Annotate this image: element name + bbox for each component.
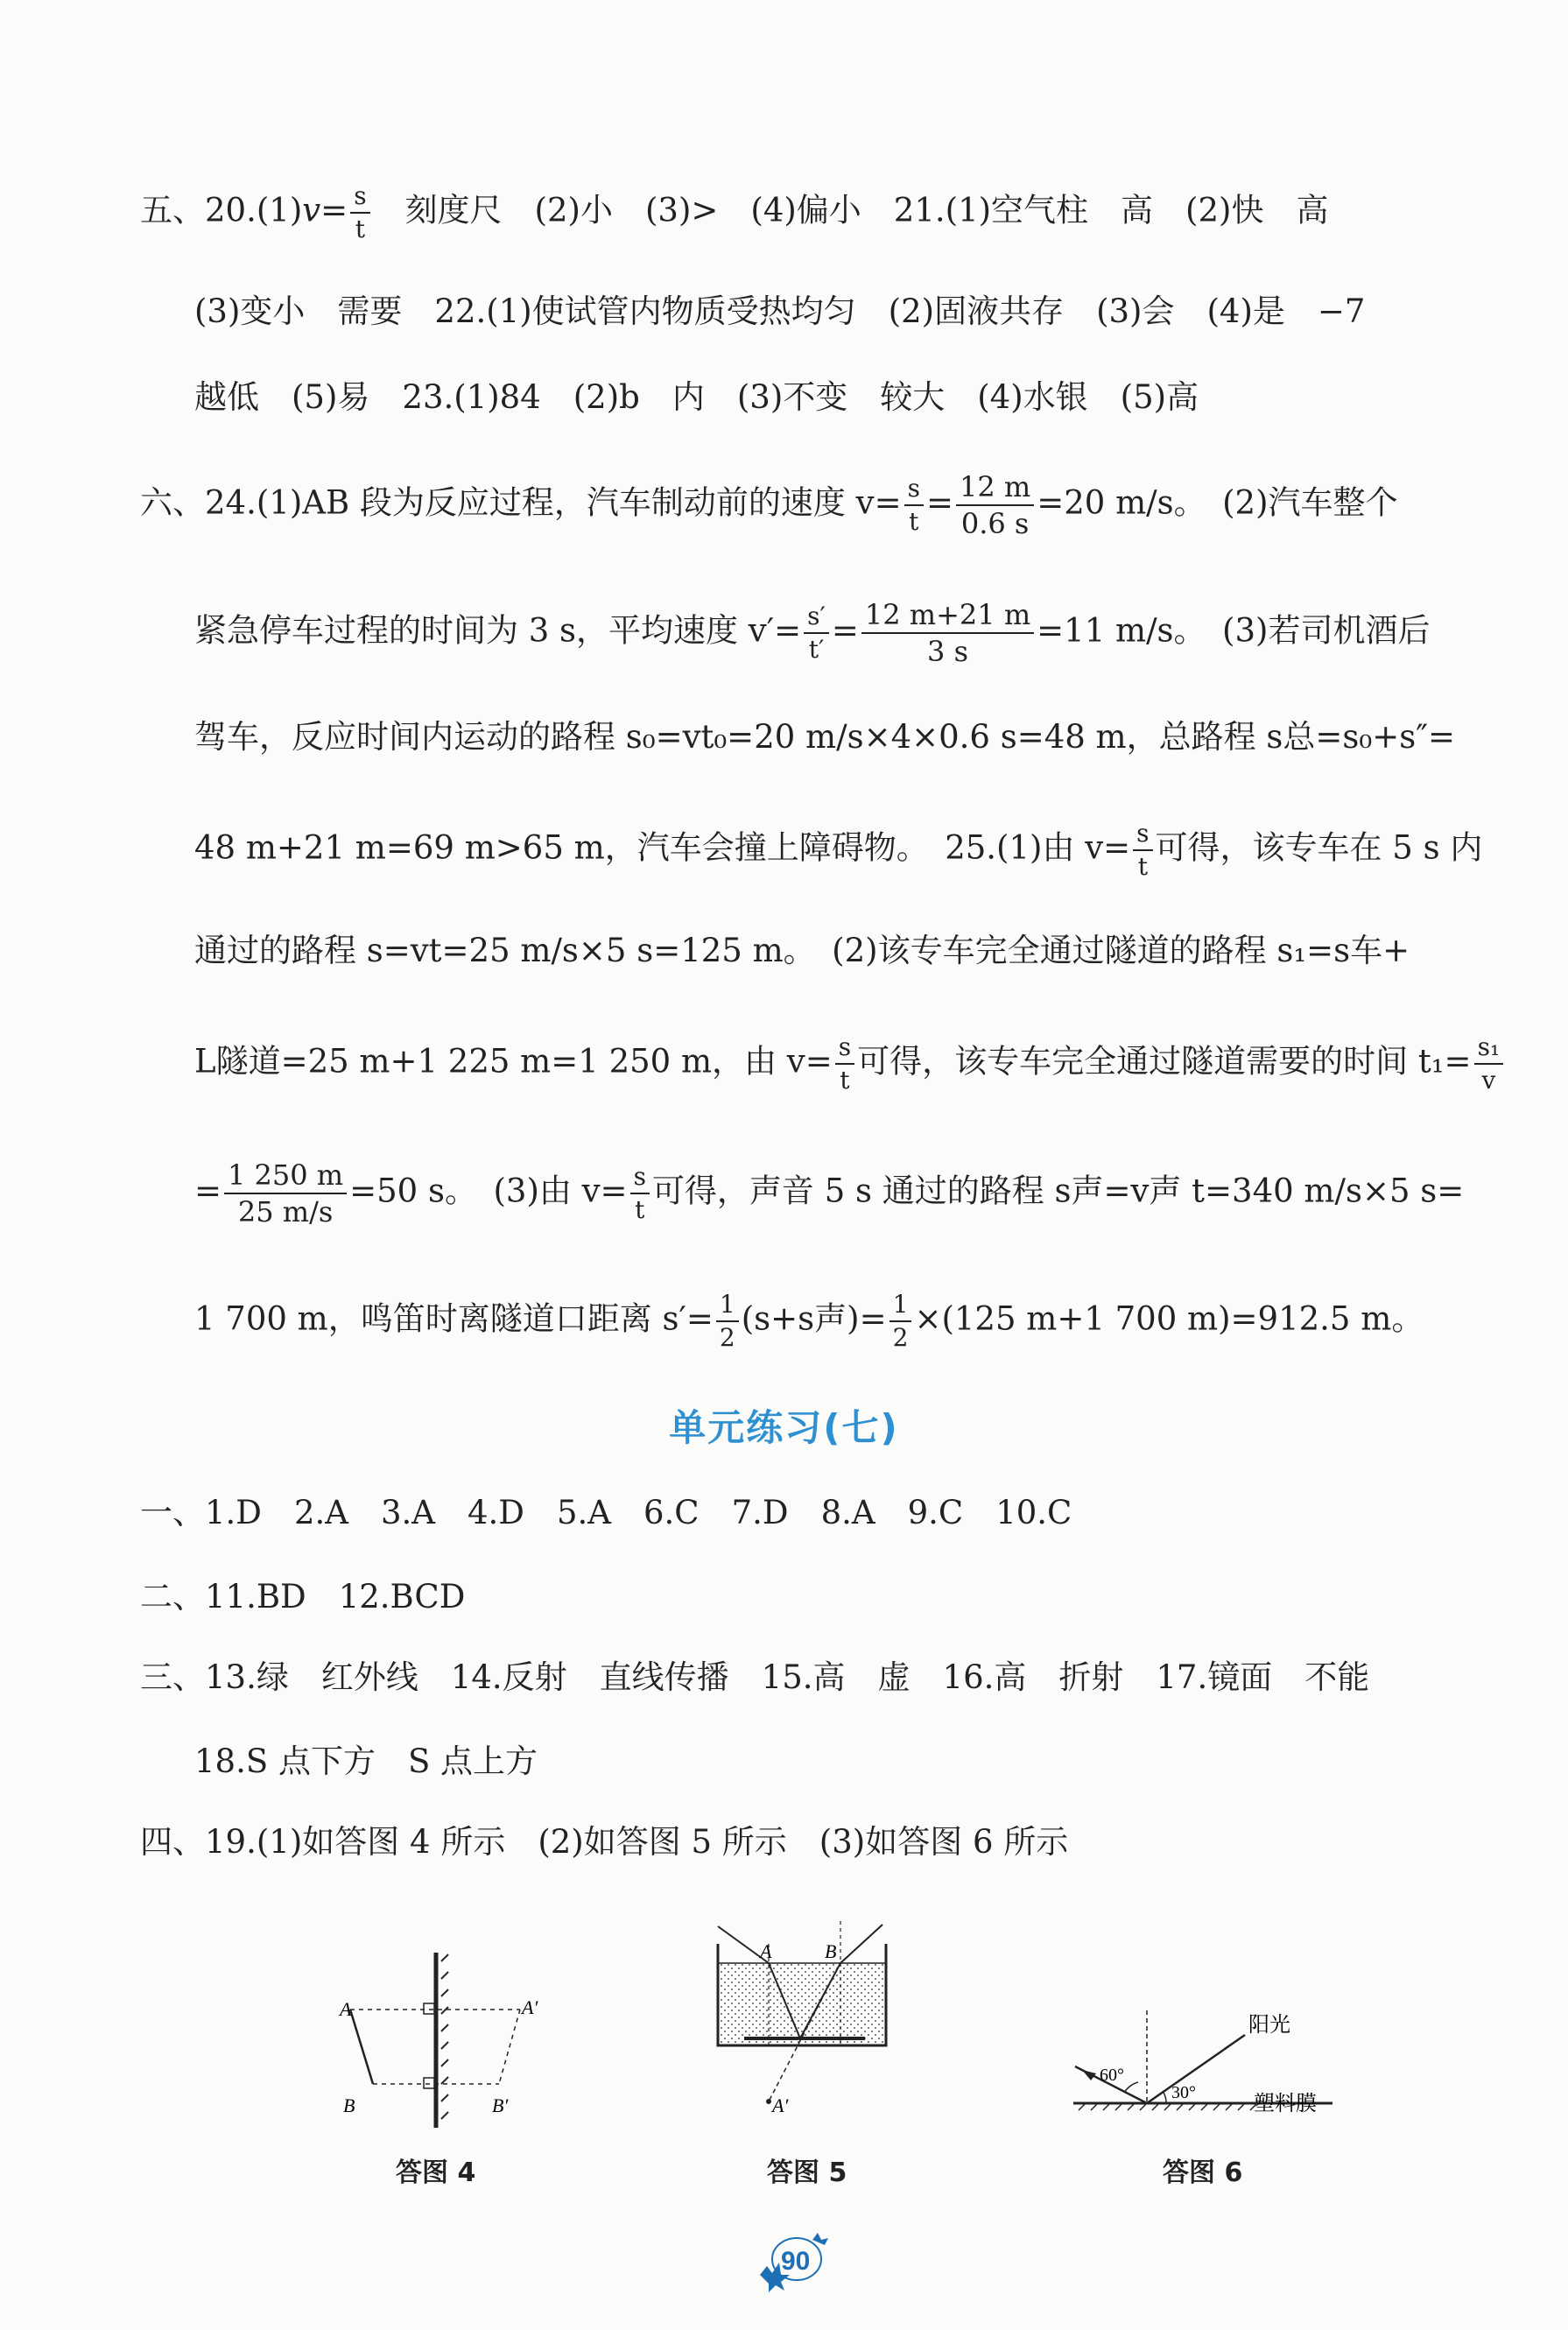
fig6-label-sunlight: 阳光 <box>1248 2012 1290 2037</box>
fig5-label-a-prime: A′ <box>772 2094 789 2116</box>
fig5-label-b: B <box>825 1940 837 1962</box>
figure-4-plane-mirror <box>324 1953 560 2128</box>
figure-6-caption: 答图 6 <box>1163 2158 1243 2188</box>
sec6-line-3: 驾车，反应时间内运动的路程 s₀=vt₀=20 m/s×4×0.6 s=48 m，总路程 s总=s₀+s″= <box>194 718 1456 756</box>
figure-4-caption: 答图 4 <box>396 2158 476 2188</box>
unit7-line-5: 四、19.(1)如答图 4 所示 (2)如答图 5 所示 (3)如答图 6 所示 <box>140 1823 1069 1861</box>
sec6-line-7: = $\frac{1 250 m}{25 m/s}$ =50 s。 (3)由 v= $\frac{s}{t}$ 可得，声音 5 s 通过的路程 s声=v声 t=340 m/s×5 s= <box>194 1158 1465 1228</box>
unit7-line-3: 三、13.绿 红外线 14.反射 直线传播 15.高 虚 16.高 折射 17.镜面 不能 <box>140 1658 1370 1696</box>
sec6-line-6: L隧道=25 m+1 225 m=1 250 m，由 v= $\frac{s}{t}$ 可得，该专车完全通过隧道需要的时间 t₁= $\frac{\text{s₁}}{v}$ <box>194 1035 1525 1093</box>
sec6-line-2: 紧急停车过程的时间为 3 s，平均速度 v′= $\frac{s'}{t'}$ = $\frac{12 m+21 m}{3 s}$ =11 m/s。 (3)若司机酒后 <box>194 598 1431 668</box>
fig6-label-30deg: 30° <box>1171 2083 1196 2102</box>
figure-5-caption: 答图 5 <box>767 2158 847 2188</box>
unit-title: 单元练习(七) <box>669 1406 899 1449</box>
fig4-label-b-prime: B′ <box>492 2094 509 2116</box>
figure-5-refraction <box>709 1918 902 2128</box>
fig4-label-b: B <box>343 2094 355 2116</box>
sec6-line-1: 六、24.(1)AB 段为反应过程，汽车制动前的速度 v= $\frac{s}{t}$ = $\frac{12 m}{0.6 s}$ =20 m/s。 (2)汽车整个 <box>140 470 1398 540</box>
fig4-label-a: A <box>340 1998 352 2020</box>
sec6-line-8: 1 700 m，鸣笛时离隧道口距离 s′= $\frac{1}{2}$ (s+s声)= $\frac{1}{2}$ ×(125 m+1 700 m)=912.5 m。 <box>194 1290 1424 1352</box>
sec5-line-3: 越低 (5)易 23.(1)84 (2)b 内 (3)不变 较大 (4)水银 (5)高 <box>194 378 1199 416</box>
fraction-s-over-t: $\frac{s}{t}$ <box>350 184 369 242</box>
sec5-line-1: 五、20.(1)v= $\frac{s}{t}$ 刻度尺 (2)小 (3)> (4)偏小 21.(1)空气柱 高 (2)快 高 <box>140 181 1329 243</box>
sec6-line-4: 48 m+21 m=69 m>65 m，汽车会撞上障碍物。 25.(1)由 v= $\frac{s}{t}$ 可得，该专车在 5 s 内 <box>194 819 1483 881</box>
sec6-line-5: 通过的路程 s=vt=25 m/s×5 s=125 m。 (2)该专车完全通过隧道的路程 s₁=s车+ <box>194 932 1410 969</box>
unit7-line-2: 二、11.BD 12.BCD <box>140 1578 466 1616</box>
sec5-line-2: (3)变小 需要 22.(1)使试管内物质受热均匀 (2)固液共存 (3)会 (4)是 −7 <box>194 292 1366 330</box>
figure-6-reflection <box>1070 2005 1350 2136</box>
fig6-label-60deg: 60° <box>1100 2066 1124 2085</box>
fig4-label-a-prime: A′ <box>522 1996 538 2018</box>
fig6-label-plastic-film: 塑料膜 <box>1254 2091 1317 2115</box>
unit7-line-1: 一、1.D 2.A 3.A 4.D 5.A 6.C 7.D 8.A 9.C 10.C <box>140 1494 1072 1531</box>
unit7-line-4: 18.S 点下方 S 点上方 <box>194 1742 538 1780</box>
fig5-label-a: A <box>760 1940 772 1962</box>
page-number: 90 <box>751 2231 839 2292</box>
